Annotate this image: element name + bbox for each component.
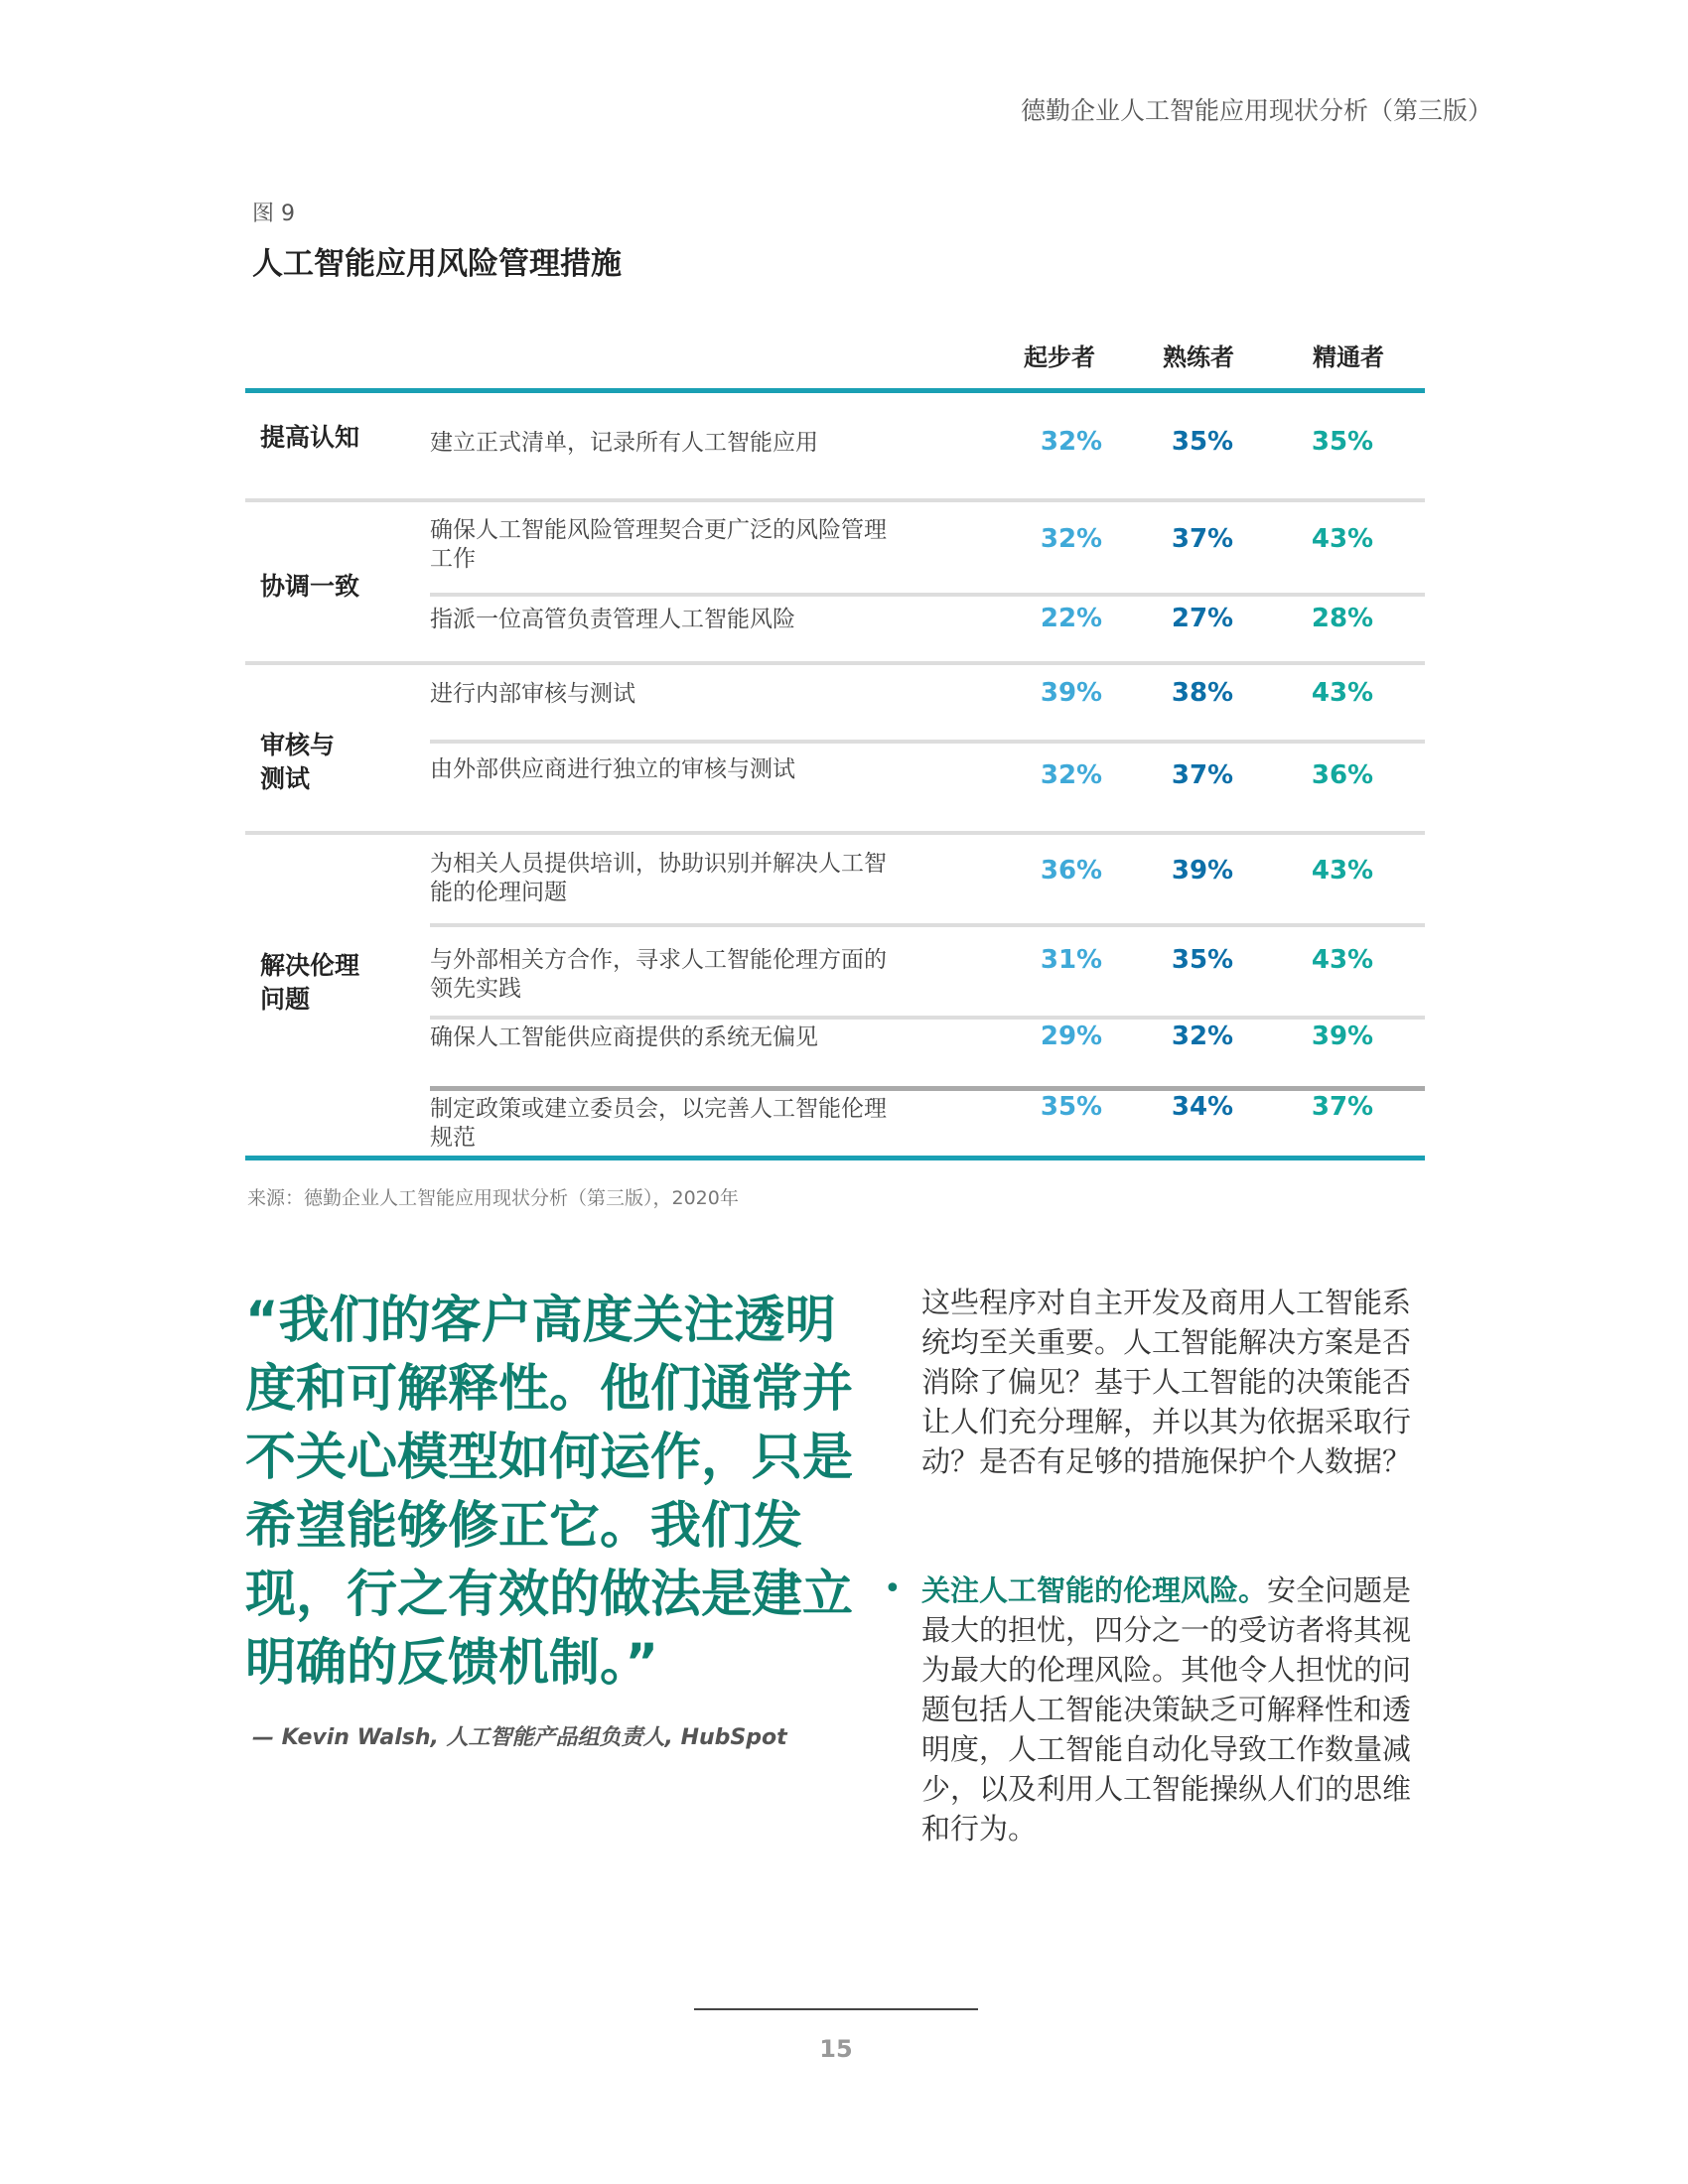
value: 36% (1311, 760, 1374, 790)
row-text: 由外部供应商进行独立的审核与测试 (430, 756, 795, 782)
footer-rule (694, 2008, 978, 2010)
value: 22% (1040, 604, 1103, 633)
divider (430, 1016, 1425, 1020)
table-bottom-rule (245, 1156, 1425, 1160)
value: 37% (1171, 760, 1234, 790)
value: 43% (1311, 678, 1374, 708)
value: 29% (1040, 1022, 1103, 1051)
column-header: 精通者 (1313, 343, 1384, 371)
pull-quote: “我们的客户高度关注透明度和可解释性。他们通常并不关心模型如何运作，只是希望能够修正它。我们发现，行之有效的做法是建立明确的反馈机制。” (245, 1292, 854, 1693)
group-label: 协调一致 (260, 572, 360, 601)
value: 32% (1040, 427, 1103, 457)
row-text: 指派一位高管负责管理人工智能风险 (430, 607, 795, 632)
value: 43% (1311, 945, 1374, 975)
quote-attribution: — Kevin Walsh, 人工智能产品组负责人, HubSpot (252, 1725, 787, 1750)
figure-label: 图 9 (252, 202, 295, 226)
divider (430, 740, 1425, 744)
value: 39% (1311, 1022, 1374, 1051)
divider (245, 831, 1425, 835)
row-text: 制定政策或建立委员会，以完善人工智能伦理规范 (430, 1096, 887, 1151)
value: 35% (1311, 427, 1374, 457)
value: 43% (1311, 524, 1374, 554)
value: 27% (1171, 604, 1234, 633)
group-label: 提高认知 (260, 423, 360, 452)
value: 35% (1171, 945, 1234, 975)
value: 32% (1040, 760, 1103, 790)
value: 39% (1040, 678, 1103, 708)
column-header: 起步者 (1024, 343, 1095, 371)
row-text: 建立正式清单，记录所有人工智能应用 (430, 430, 818, 456)
group-label: 解决伦理问题 (260, 951, 360, 1014)
figure-title: 人工智能应用风险管理措施 (252, 246, 622, 282)
bullet-item (921, 1570, 1418, 1848)
value: 34% (1171, 1092, 1234, 1122)
divider (430, 593, 1425, 597)
value: 43% (1311, 856, 1374, 886)
row-text: 与外部相关方合作，寻求人工智能伦理方面的领先实践 (430, 947, 887, 1002)
divider (245, 661, 1425, 665)
value: 36% (1040, 856, 1103, 886)
value: 39% (1171, 856, 1234, 886)
divider (430, 1086, 1425, 1091)
row-text: 确保人工智能供应商提供的系统无偏见 (430, 1024, 818, 1050)
value: 35% (1171, 427, 1234, 457)
group-label: 审核与测试 (260, 731, 336, 793)
running-header: 德勤企业人工智能应用现状分析（第三版） (1020, 96, 1492, 125)
bullet-text: 安全问题是最大的担忧，四分之一的受访者将其视为最大的伦理风险。其他令人担忧的问题包括人工智能决策缺乏可解释性和透明度，人工智能自动化导致工作数量减少，以及利用人工智能操纵人们的思维和行为。 (921, 1573, 1412, 1845)
page-number: 15 (819, 2035, 853, 2063)
body-paragraph: 这些程序对自主开发及商用人工智能系统均至关重要。人工智能解决方案是否消除了偏见？基于人工智能的决策能否让人们充分理解，并以其为依据采取行动？是否有足够的措施保护个人数据？ (921, 1286, 1412, 1478)
value: 35% (1040, 1092, 1103, 1122)
divider (245, 498, 1425, 502)
value: 28% (1311, 604, 1374, 633)
column-header: 熟练者 (1163, 343, 1234, 371)
bullet-lead: 关注人工智能的伦理风险。 (921, 1573, 1268, 1607)
value: 37% (1311, 1092, 1374, 1122)
value: 31% (1040, 945, 1103, 975)
table-top-rule (245, 388, 1425, 393)
divider (430, 923, 1425, 927)
row-text: 为相关人员提供培训，协助识别并解决人工智能的伦理问题 (430, 851, 887, 905)
row-text: 进行内部审核与测试 (430, 681, 635, 707)
value: 37% (1171, 524, 1234, 554)
bullet-icon: • (884, 1571, 902, 1606)
value: 32% (1171, 1022, 1234, 1051)
source-note: 来源：德勤企业人工智能应用现状分析（第三版），2020年 (247, 1187, 739, 1209)
value: 38% (1171, 678, 1234, 708)
row-text: 确保人工智能风险管理契合更广泛的风险管理工作 (430, 517, 887, 572)
value: 32% (1040, 524, 1103, 554)
